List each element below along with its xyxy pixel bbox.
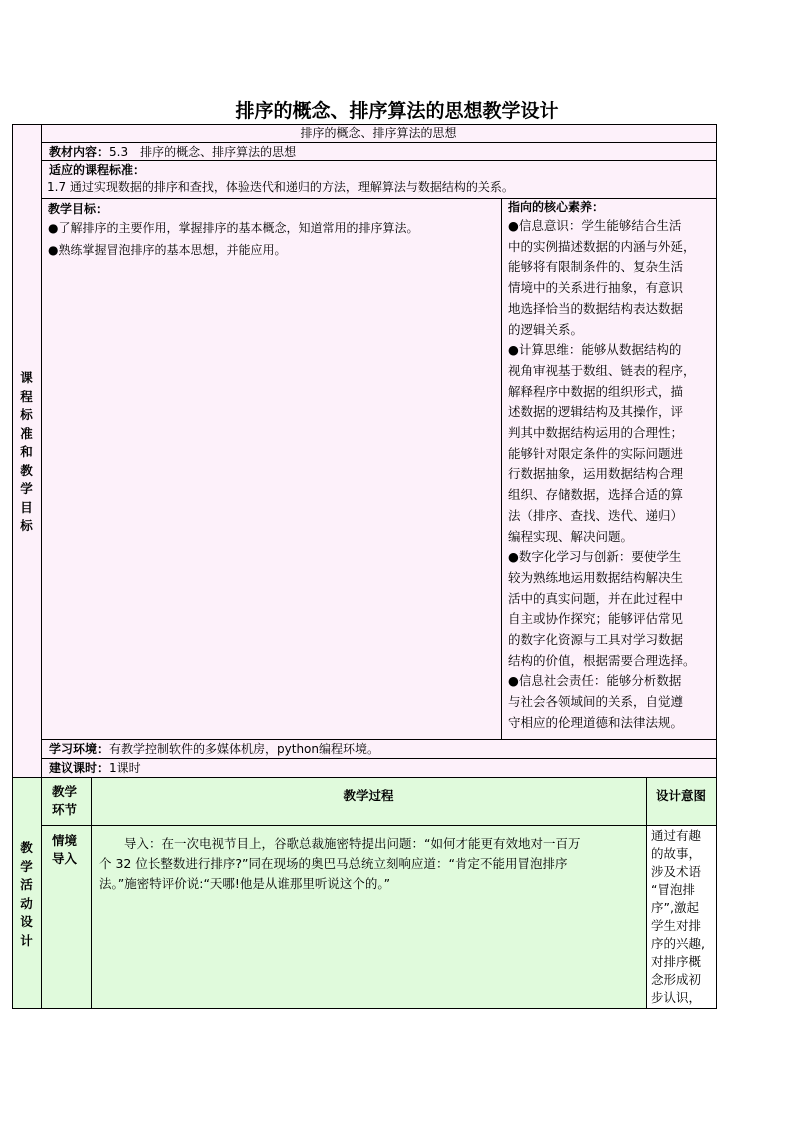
topic-cell bbox=[41, 124, 716, 142]
grid-line bbox=[91, 777, 92, 1008]
row-intent-cell bbox=[646, 825, 716, 1008]
goals-cell bbox=[41, 198, 501, 739]
header-stage-cell bbox=[41, 777, 91, 825]
grid-line bbox=[41, 739, 717, 740]
row-stage: 情境 导入 bbox=[52, 833, 78, 866]
header-intent: 设计意图 bbox=[655, 788, 706, 803]
textbook-cell bbox=[41, 142, 716, 160]
grid-line bbox=[41, 758, 717, 759]
header-process: 教学过程 bbox=[343, 788, 394, 803]
side-label-activities: 教 学 活 动 设 计 bbox=[20, 840, 33, 948]
literacy-label: 指向的核心素养： bbox=[508, 200, 605, 214]
literacy-cell bbox=[501, 198, 716, 739]
side-label-cell-standards bbox=[12, 124, 41, 777]
page-title: 排序的概念、排序算法的思想教学设计 bbox=[235, 100, 559, 122]
goal-item: ●了解排序的主要作用，掌握排序的基本概念，知道常用的排序算法。 bbox=[48, 221, 419, 235]
row-process-text: 导入：在一次电视节目上，谷歌总裁施密特提出问题：“如何才能更有效地对一百万 个 32 位长整数进行排序?”同在现场的奥巴马总统立刻响应道：“肯定不能用冒泡排序 法。”施密特评价说:“天哪!他是从谁那里听说这个的。” bbox=[99, 836, 581, 891]
textbook-value: 5.3 排序的概念、排序算法的思想 bbox=[109, 145, 297, 159]
grid-line bbox=[41, 124, 42, 1009]
grid-line bbox=[41, 160, 717, 161]
side-label-standards: 课 程 标 准 和 教 学 目 标 bbox=[20, 370, 33, 533]
env-value: 有教学控制软件的多媒体机房，python编程环境。 bbox=[109, 742, 379, 756]
topic-text: 排序的概念、排序算法的思想 bbox=[300, 126, 457, 140]
standard-cell bbox=[41, 160, 716, 198]
header-intent-cell bbox=[646, 777, 716, 825]
grid-line bbox=[41, 198, 717, 199]
table-border-top bbox=[12, 124, 717, 125]
hours-label: 建议课时： bbox=[49, 761, 110, 775]
standard-value: 1.7 通过实现数据的排序和查找，体验迭代和递归的方法，理解算法与数据结构的关系。 bbox=[47, 180, 514, 194]
literacy-text: ●信息意识：学生能够结合生活 中的实例描述数据的内涵与外延， 能够将有限制条件的、复杂生活 情境中的关系进行抽象，有意识 地选择恰当的数据结构表达数据 的逻辑关系。 ●计算思维：能够从数据结构的 视角审视基于数组、链表的程序， 解释程序中数据的组织形式，描 述数据的逻辑结构及其操作，评 判其中数据结构运用的合理性； 能够针对限定条件的实际问题进 行数据抽象，运用数据结构合理 组织、存储数据，选择合适的算 法（排序、查找、迭代、递归） 编程实现、解决问题。 ●数字化学习与创新：要使学生 较为熟练地运用数据结构解决生 活中的真实问题，并在此过程中 自主或协作探究；能够评估常见 的数字化资源与工具对学习数据 结构的价值，根据需要合理选择。 ●信息社会责任：能够分析数据 与社会各领域间的关系，自觉遵 守相应的伦理道德和法律法规。 bbox=[508, 218, 696, 730]
row-intent-text: 通过有趣 的故事， 涉及术语 “冒泡排 序”,激起 学生对排 序的兴趣, 对排序概 念形成初 步认识， bbox=[651, 828, 705, 1005]
header-stage: 教学 环节 bbox=[52, 784, 78, 817]
grid-line bbox=[12, 777, 717, 778]
row-stage-cell bbox=[41, 825, 91, 1008]
textbook-label: 教材内容： bbox=[49, 145, 110, 159]
hours-cell bbox=[41, 758, 716, 777]
grid-line bbox=[646, 777, 647, 1008]
table-border-bottom bbox=[12, 1008, 717, 1009]
standard-label: 适应的课程标准： bbox=[49, 163, 146, 177]
side-label-cell-activities bbox=[12, 777, 41, 1008]
table-border-left bbox=[12, 124, 13, 1009]
goals-label: 教学目标： bbox=[48, 202, 109, 216]
env-label: 学习环境： bbox=[49, 742, 110, 756]
grid-line bbox=[501, 198, 502, 739]
header-process-cell bbox=[91, 777, 646, 825]
grid-line bbox=[41, 142, 717, 143]
grid-line bbox=[41, 825, 717, 826]
goal-item: ●熟练掌握冒泡排序的基本思想，并能应用。 bbox=[48, 243, 287, 257]
table-border-right bbox=[716, 124, 717, 1009]
env-cell bbox=[41, 739, 716, 758]
hours-value: 1课时 bbox=[109, 761, 141, 775]
row-process-cell bbox=[91, 825, 646, 1008]
